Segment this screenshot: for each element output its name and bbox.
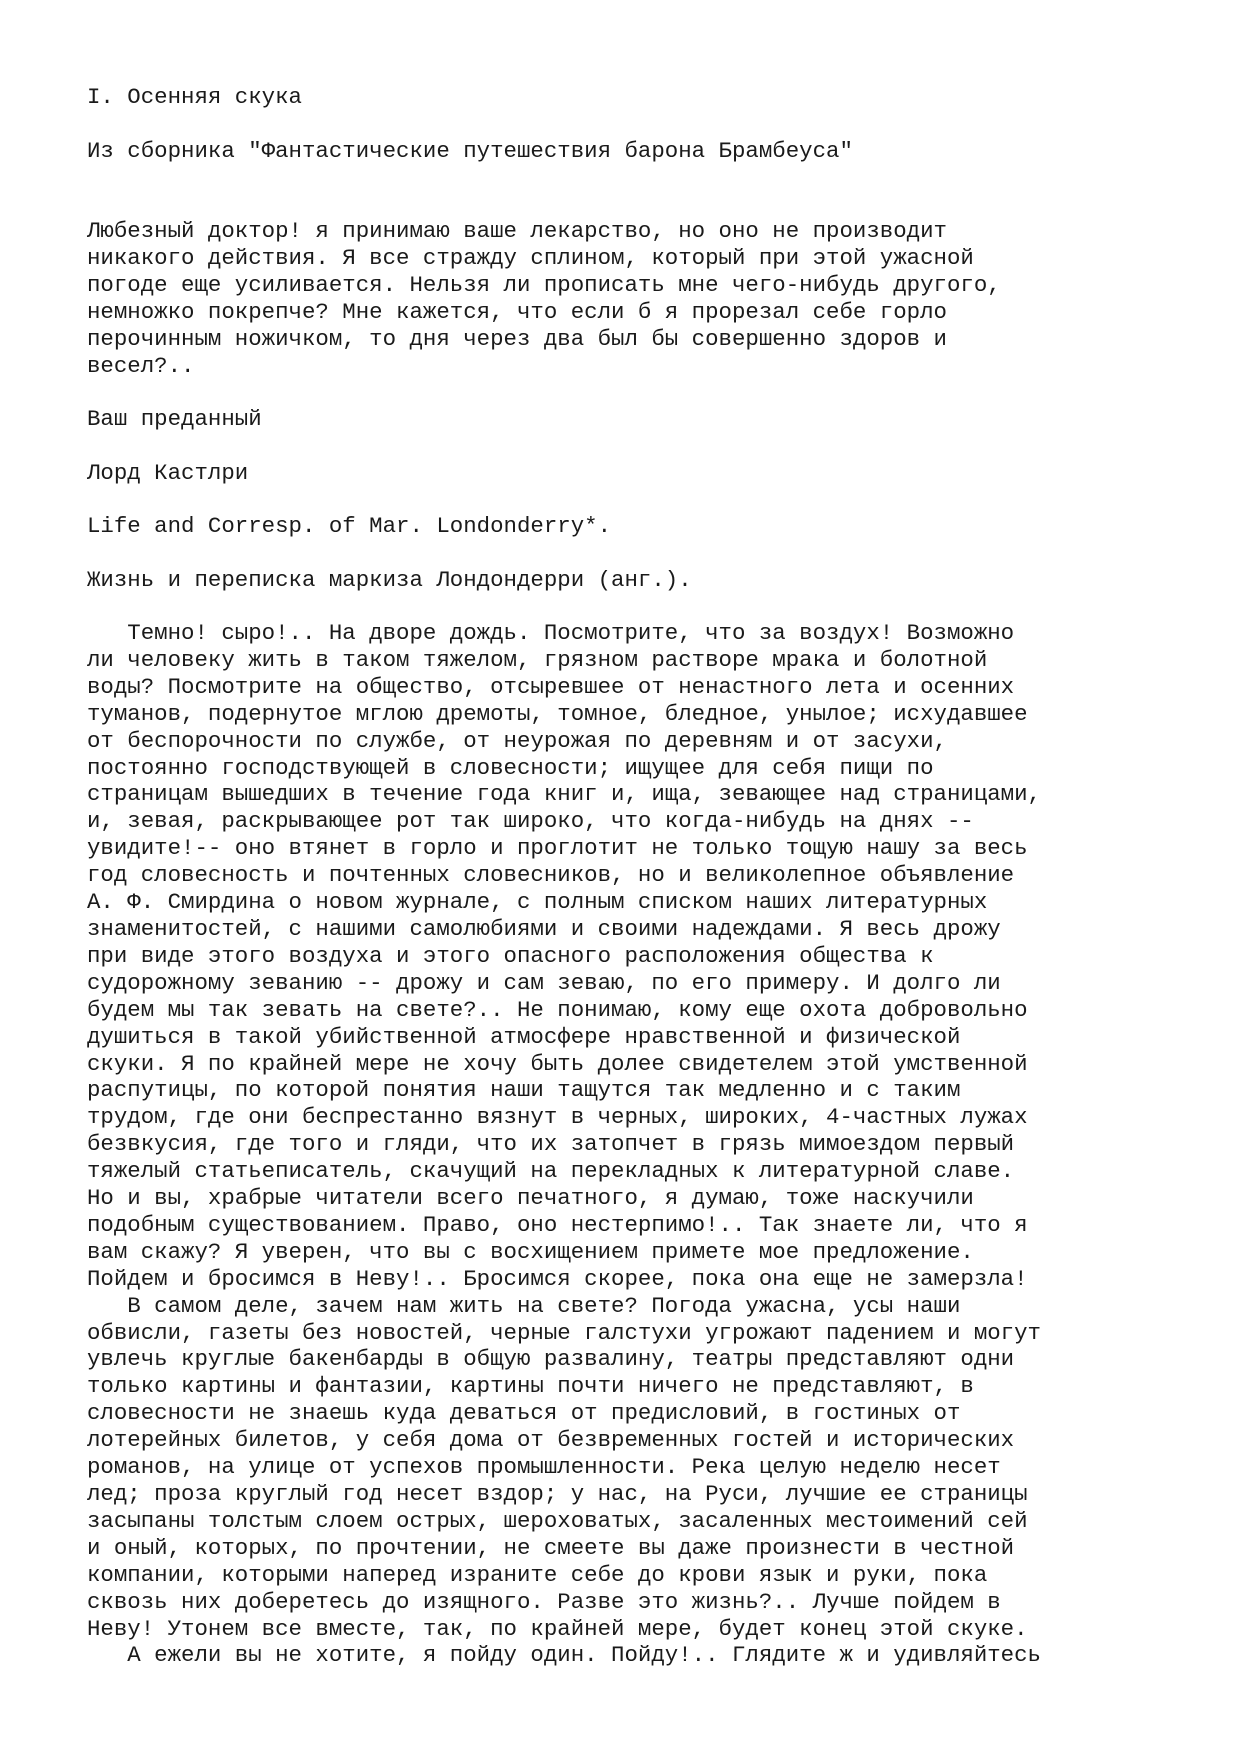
body-line: Пойдем и бросимся в Неву!.. Бросимся скорее, пока она еще не замерзла! <box>87 1265 1028 1292</box>
body-line: постоянно господствующей в словесности; ищущее для себя пищи по <box>87 754 934 781</box>
body-line: скуки. Я по крайней мере не хочу быть долее свидетелем этой умственной <box>87 1050 1028 1077</box>
body-line: ли человеку жить в таком тяжелом, грязном растворе мрака и болотной <box>87 646 988 673</box>
body-line: лотерейных билетов, у себя дома от безвременных гостей и исторических <box>87 1427 1015 1454</box>
body-line: В самом деле, зачем нам жить на свете? Погода ужасна, усы наши <box>87 1292 961 1319</box>
letter-line: Любезный доктор! я принимаю ваше лекарство, но оно не производит <box>87 218 947 244</box>
body-line: год словесность и почтенных словесников, но и великолепное объявление <box>87 862 1015 889</box>
body-line: тяжелый статьеписатель, скачущий на перекладных к литературной славе. <box>87 1158 1015 1185</box>
epigraph-reference: Life and Corresp. of Mar. Londonderry*. <box>87 513 612 539</box>
body-line: романов, на улице от успехов промышленности. Река целую неделю несет <box>87 1454 1001 1481</box>
letter-line: весел?.. <box>87 352 195 379</box>
body-line: Но и вы, храбрые читатели всего печатного, я думаю, тоже наскучили <box>87 1185 974 1212</box>
body-line: трудом, где они беспрестанно вязнут в черных, широких, 4-частных лужах <box>87 1104 1028 1131</box>
body-line: засыпаны толстым слоем острых, шероховатых, засаленных местоимений сей <box>87 1507 1028 1534</box>
body-line: Неву! Утонем все вместе, так, по крайней мере, будет конец этой скуке. <box>87 1615 1028 1642</box>
body-line: обвисли, газеты без новостей, черные галстухи угрожают падением и могут <box>87 1319 1041 1346</box>
body-line: и оный, которых, по прочтении, не смеете вы даже произнести в честной <box>87 1534 1015 1561</box>
body-line: туманов, подернутое мглою дремоты, томное, бледное, унылое; исхудавшее <box>87 700 1028 727</box>
body-line: словесности не знаешь куда деваться от предисловий, в гостиных от <box>87 1400 961 1427</box>
body-line: А ежели вы не хотите, я пойду один. Пойду!.. Глядите ж и удивляйтесь <box>87 1642 1041 1669</box>
body-line: лед; проза круглый год несет вздор; у нас, на Руси, лучшие ее страницы <box>87 1481 1028 1507</box>
body-line: судорожному зеванию -- дрожу и сам зеваю, по его примеру. И долго ли <box>87 969 1001 996</box>
body-text <box>87 620 1041 1669</box>
body-line: от беспорочности по службе, от неурожая по деревням и от засухи, <box>87 727 947 754</box>
body-line: распутицы, по которой понятия наши тащутся так медленно и с таким <box>87 1077 961 1104</box>
body-line: при виде этого воздуха и этого опасного расположения общества к <box>87 942 934 969</box>
letter-line: погоде еще усиливается. Нельзя ли прописать мне чего-нибудь другого, <box>87 271 1001 298</box>
epigraph-translation: Жизнь и переписка маркиза Лондондерри (анг.). <box>87 567 692 593</box>
body-line: сквозь них доберетесь до изящного. Разве это жизнь?.. Лучше пойдем в <box>87 1588 1001 1615</box>
body-line: безвкусия, где того и гляди, что их затопчет в грязь мимоездом первый <box>87 1131 1015 1158</box>
letter-closing: Ваш преданный <box>87 406 262 432</box>
source-line: Из сборника "Фантастические путешествия барона Брамбеуса" <box>87 138 853 164</box>
body-line: увидите!-- оно втянет в горло и проглотит не только тощую нашу за весь <box>87 835 1028 862</box>
body-line: А. Ф. Смирдина о новом журнале, с полным списком наших литературных <box>87 889 988 916</box>
body-line: Темно! сыро!.. На дворе дождь. Посмотрите, что за воздух! Возможно <box>87 620 1015 646</box>
body-line: увлечь круглые бакенбарды в общую развалину, театры представляют одни <box>87 1346 1015 1373</box>
body-line: знаменитостей, с нашими самолюбиями и своими надеждами. Я весь дрожу <box>87 915 1001 942</box>
letter-signature: Лорд Кастлри <box>87 460 249 486</box>
chapter-title: I. Осенняя скука <box>87 84 302 110</box>
body-line: подобным существованием. Право, оно нестерпимо!.. Так знаете ли, что я <box>87 1211 1028 1238</box>
body-line: и, зевая, раскрывающее рот так широко, что когда-нибудь на днях -- <box>87 808 974 835</box>
epigraph-letter <box>87 218 1001 379</box>
letter-line: перочинным ножичком, то дня через два был бы совершенно здоров и <box>87 325 947 352</box>
body-line: только картины и фантазии, картины почти ничего не представляют, в <box>87 1373 974 1400</box>
body-line: вам скажу? Я уверен, что вы с восхищением примете мое предложение. <box>87 1238 974 1265</box>
body-line: будем мы так зевать на свете?.. Не понимаю, кому еще охота добровольно <box>87 996 1028 1023</box>
letter-line: немножко покрепче? Мне кажется, что если б я прорезал себе горло <box>87 298 947 325</box>
body-line: воды? Посмотрите на общество, отсыревшее от ненастного лета и осенних <box>87 673 1015 700</box>
body-line: душиться в такой убийственной атмосфере нравственной и физической <box>87 1023 961 1050</box>
body-line: компании, которыми наперед израните себе до крови язык и руки, пока <box>87 1561 988 1588</box>
letter-line: никакого действия. Я все стражду сплином, который при этой ужасной <box>87 244 974 271</box>
body-line: страницам вышедших в течение года книг и, ища, зевающее над страницами, <box>87 781 1041 808</box>
